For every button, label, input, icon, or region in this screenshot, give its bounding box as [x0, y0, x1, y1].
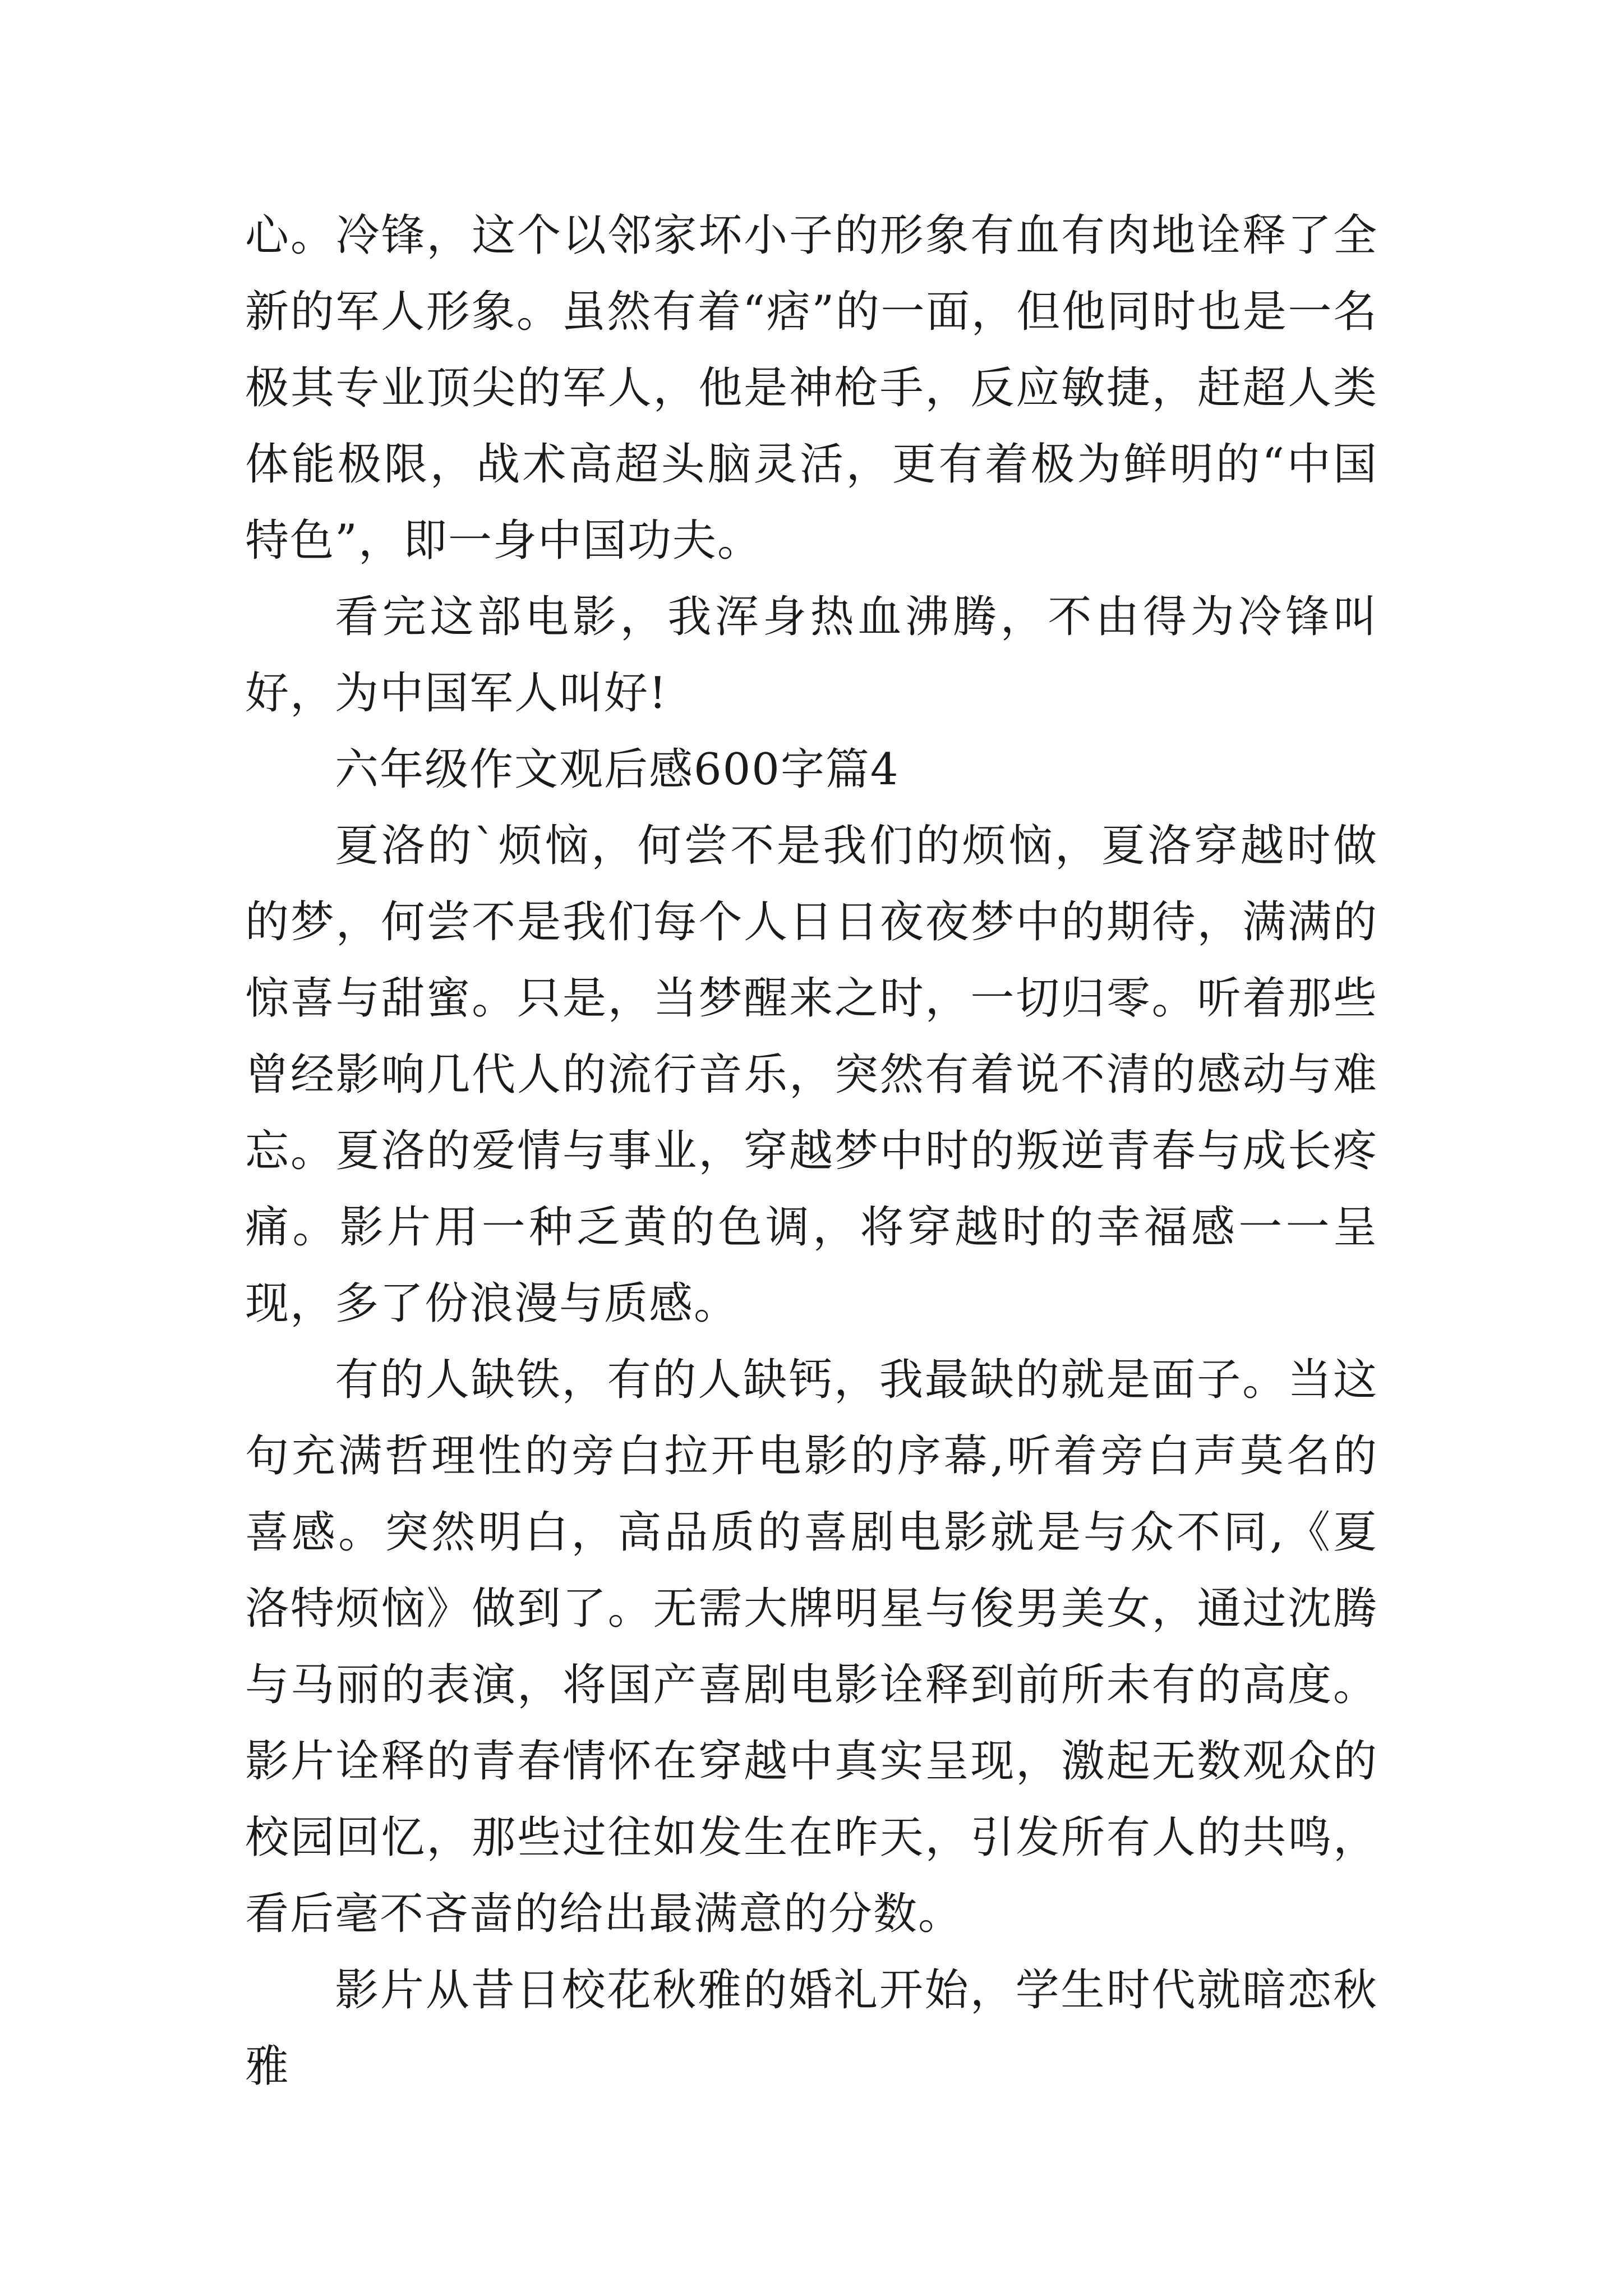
paragraph: 有的人缺铁，有的人缺钙，我最缺的就是面子。当这句充满哲理性的旁白拉开电影的序幕,听着旁白声莫名的喜感。突然明白，高品质的喜剧电影就是与众不同,《夏洛特烦恼》做到了。无需大牌明星与俊男美女，通过沈腾与马丽的表演，将国产喜剧电影诠释到前所未有的高度。影片诠释的青春情怀在穿越中真实呈现，激起无数观众的校园回忆，那些过往如发生在昨天，引发所有人的共鸣，看后毫不吝啬的给出最满意的分数。 — [245, 1355, 1378, 1939]
paragraph: 看完这部电影，我浑身热血沸腾，不由得为冷锋叫好，为中国军人叫好! — [245, 592, 1378, 719]
paragraph-continuation: 心。冷锋，这个以邻家坏小子的形象有血有肉地诠释了全新的军人形象。虽然有着“痞”的一面，但他同时也是一名极其专业顶尖的军人，他是神枪手，反应敏捷，赶超人类体能极限，战术高超头脑灵活，更有着极为鲜明的“中国特色”，即一身中国功夫。 — [245, 210, 1378, 566]
paragraph: 影片从昔日校花秋雅的婚礼开始，学生时代就暗恋秋雅 — [245, 1965, 1378, 2092]
document-body — [245, 197, 1378, 2105]
section-heading: 六年级作文观后感600字篇4 — [335, 744, 900, 795]
paragraph: 夏洛的`烦恼，何尝不是我们的烦恼，夏洛穿越时做的梦，何尝不是我们每个人日日夜夜梦中的期待，满满的惊喜与甜蜜。只是，当梦醒来之时，一切归零。听着那些曾经影响几代人的流行音乐，突然有着说不清的感动与难忘。夏洛的爱情与事业，穿越梦中时的叛逆青春与成长疼痛。影片用一种乏黄的色调，将穿越时的幸福感一一呈现，多了份浪漫与质感。 — [245, 821, 1378, 1329]
